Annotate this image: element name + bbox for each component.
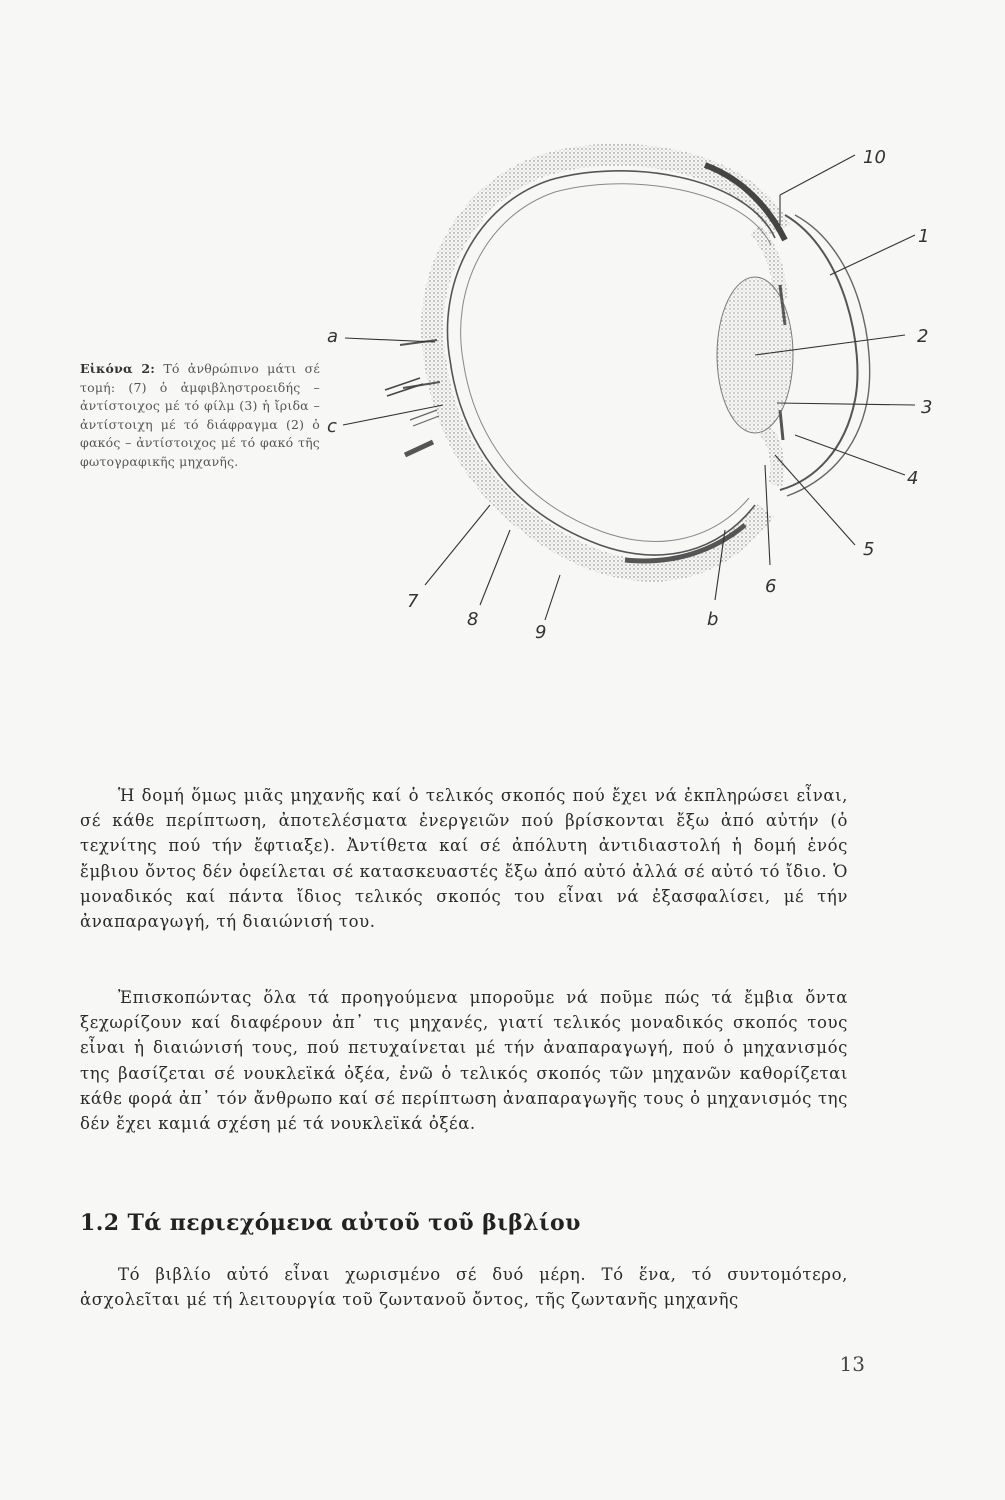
- page-number: 13: [839, 1352, 865, 1376]
- label-6: 6: [765, 576, 777, 597]
- label-a: a: [327, 326, 339, 347]
- label-5: 5: [863, 539, 875, 560]
- label-b: b: [707, 609, 719, 630]
- paragraph-3: Τό βιβλίο αὐτό εἶναι χωρισμένο σέ δυό μέρη. Τό ἕνα, τό συντομότερο, ἀσχολεῖται μέ τή λειτουργία τοῦ ζωντανοῦ ὄντος, τῆς ζωντανῆς μηχανῆς: [80, 1265, 848, 1310]
- label-c: c: [327, 416, 337, 437]
- label-4: 4: [907, 468, 919, 489]
- label-8: 8: [467, 609, 479, 630]
- caption-text: Τό ἀνθρώπινο μάτι σέ τομή: (7) ὁ ἀμφιβληστροειδής – ἀντίστοιχος μέ τό φίλμ (3) ἡ ἴριδα – ἀντίστοιχη μέ τό διάφραγμα (2) ὁ φακός – ἀντίστοιχος μέ τό φακό τῆς φωτογραφικῆς μηχανῆς.: [80, 361, 320, 469]
- label-9: 9: [535, 622, 547, 643]
- label-1: 1: [918, 226, 930, 247]
- eye-diagram: [325, 120, 965, 660]
- iris-bottom: [765, 430, 777, 485]
- label-7: 7: [407, 591, 419, 612]
- label-2: 2: [917, 326, 929, 347]
- caption-label: Εἰκόνα 2:: [80, 361, 156, 376]
- section-heading: 1.2 Τά περιεχόμενα αὐτοῦ τοῦ βιβλίου: [80, 1210, 581, 1236]
- paragraph-1: Ἡ δομή ὅμως μιᾶς μηχανῆς καί ὁ τελικός σκοπός πού ἔχει νά ἐκπληρώσει εἶναι, σέ κάθε περίπτωση, ἀποτελέσματα ἐνεργειῶν πού βρίσκονται ἔξω ἀπό αὐτήν (ὁ τεχνίτης πού τήν ἔφτιαξε). Ἀντίθετα καί σέ ἀπόλυτη ἀντιδιαστολή ἡ δομή ἑνός ἔμβιου ὄντος δέν ὀφείλεται σέ κατασκευαστές ἔξω ἀπό αὐτό ἀλλά σέ αὐτό τό ἴδιο. Ὁ μοναδικός καί πάντα ἴδιος τελικός σκοπός του εἶναι νά ἐξασφαλίσει, μέ τήν ἀναπαραγωγή, τή διαιώνισή του.: [80, 786, 848, 932]
- label-3: 3: [921, 397, 933, 418]
- label-10: 10: [863, 147, 886, 168]
- figure-caption: [80, 360, 320, 471]
- paragraph-2: Ἐπισκοπώντας ὅλα τά προηγούμενα μποροῦμε νά ποῦμε πώς τά ἔμβια ὄντα ξεχωρίζουν καί διαφέρουν ἀπ᾿ τις μηχανές, γιατί τελικός μοναδικός σκοπός τους εἶναι ἡ διαιώνισή τους, πού πετυχαίνεται μέ τήν ἀναπαραγωγή, πού ὁ μηχανισμός της βασίζεται σέ νουκλεϊκά ὀξέα, ἐνῶ ὁ τελικός σκοπός τῶν μηχανῶν καθορίζεται κάθε φορά ἀπ᾿ τόν ἄνθρωπο καί σέ περίπτωση ἀναπαραγωγῆς τους ὁ μηχανισμός της δέν ἔχει καμιά σχέση μέ τά νουκλεϊκά ὀξέα.: [80, 988, 848, 1134]
